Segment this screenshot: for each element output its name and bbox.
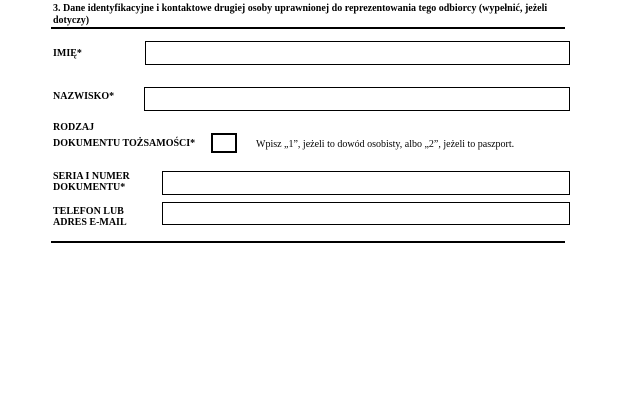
- document-type-hint: Wpisz „1”, jeżeli to dowód osobisty, albo „2”, jeżeli to paszport.: [256, 139, 515, 150]
- document-number-label-line2: DOKUMENTU*: [53, 182, 126, 193]
- document-number-label-line1: SERIA I NUMER: [53, 171, 130, 182]
- document-type-label-line2: DOKUMENTU TOŻSAMOŚCI*: [53, 138, 196, 149]
- document-type-input[interactable]: [211, 133, 237, 153]
- top-divider: [51, 27, 565, 29]
- section-heading: 3. Dane identyfikacyjne i kontaktowe drugiej osoby uprawnionej do reprezentowania tego odbiorcy (wypełnić, jeżeli dotyczy): [53, 3, 548, 26]
- contact-label-line1: TELEFON LUB: [53, 206, 124, 217]
- last-name-input[interactable]: [144, 87, 570, 111]
- first-name-input[interactable]: [145, 41, 570, 65]
- document-number-input[interactable]: [162, 171, 570, 195]
- document-type-label-line1: RODZAJ: [53, 122, 95, 133]
- bottom-divider: [51, 241, 565, 243]
- contact-label-line2: ADRES E-MAIL: [53, 217, 127, 228]
- last-name-label: NAZWISKO*: [53, 91, 115, 102]
- first-name-label: IMIĘ*: [53, 48, 82, 59]
- contact-input[interactable]: [162, 202, 570, 225]
